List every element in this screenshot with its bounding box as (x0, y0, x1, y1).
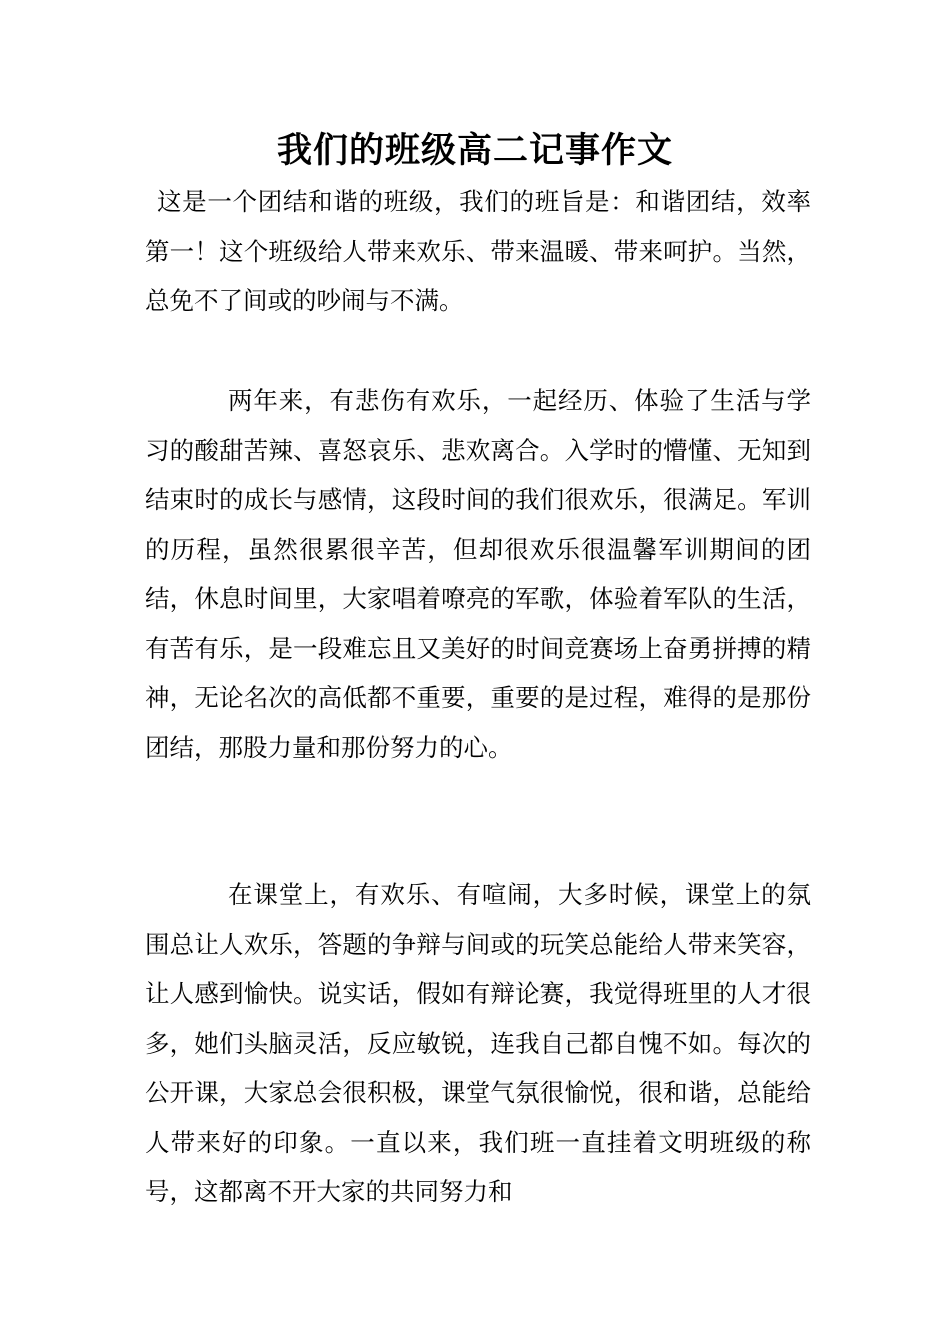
document-title: 我们的班级高二记事作文 (276, 131, 673, 171)
paragraph-2: 两年来，有悲伤有欢乐，一起经历、体验了生活与学习的酸甜苦辣、喜怒哀乐、悲欢离合。入学时的懵懂、无知到结束时的成长与感情，这段时间的我们很欢乐，很满足。军训的历程，虽然很累很辛苦，但却很欢乐很温馨军训期间的团结，休息时间里，大家唱着嘹亮的军歌，体验着军队的生活，有苦有乐，是一段难忘且又美好的时间竞赛场上奋勇拼搏的精神，无论名次的高低都不重要，重要的是过程，难得的是那份团结，那股力量和那份努力的心。 (145, 386, 811, 762)
paragraph-3: 在课堂上，有欢乐、有喧闹，大多时候，课堂上的氛围总让人欢乐，答题的争辩与间或的玩笑总能给人带来笑容，让人感到愉快。说实话，假如有辩论赛，我觉得班里的人才很多，她们头脑灵活，反应敏锐，连我自己都自愧不如。每次的公开课，大家总会很积极，课堂气氛很愉悦，很和谐，总能给人带来好的印象。一直以来，我们班一直挂着文明班级的称号，这都离不开大家的共同努力和 (145, 880, 811, 1206)
paragraph-1: 这是一个团结和谐的班级，我们的班旨是：和谐团结，效率第一！这个班级给人带来欢乐、带来温暖、带来呵护。当然，总免不了间或的吵闹与不满。 (145, 187, 811, 315)
